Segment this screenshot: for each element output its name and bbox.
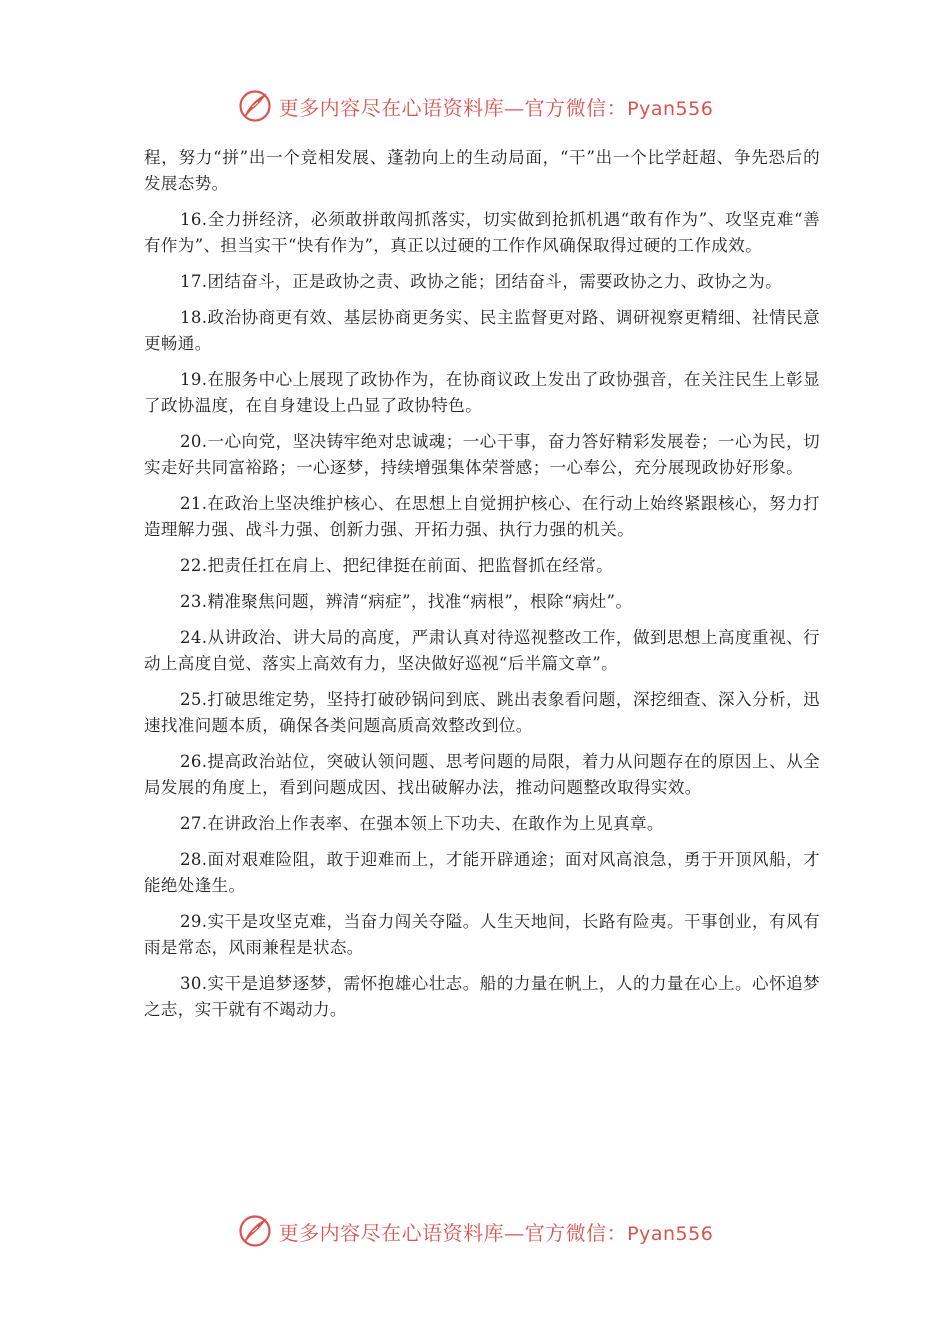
paragraph-17: 17.团结奋斗，正是政协之责、政协之能；团结奋斗，需要政协之力、政协之为。 [180,272,783,291]
document-body [144,145,820,1033]
paragraph-18: 18.政治协商更有效、基层协商更务实、民主监督更对路、调研视察更精细、社情民意更畅通。 [144,308,820,353]
footer-banner-cn: 更多内容尽在心语资料库—官方微信： [278,1220,628,1245]
footer-banner [0,1209,950,1253]
header-banner-id: Pyan556 [627,97,714,120]
footer-banner-id: Pyan556 [627,1222,714,1245]
paragraph-25: 25.打破思维定势，坚持打破砂锅问到底、跳出表象看问题，深挖细查、深入分析，迅速找准问题本质，确保各类问题高质高效整改到位。 [144,690,820,735]
paragraph-21: 21.在政治上坚决维护核心、在思想上自觉拥护核心、在行动上始终紧跟核心，努力打造理解力强、战斗力强、创新力强、开拓力强、执行力强的机关。 [144,494,820,539]
header-banner-text [279,92,714,121]
paragraph-30: 30.实干是追梦逐梦，需怀抱雄心壮志。船的力量在帆上，人的力量在心上。心怀追梦之志，实干就有不竭动力。 [144,974,820,1019]
paragraph-22: 22.把责任扛在肩上、把纪律挺在前面、把监督抓在经常。 [180,556,614,575]
paragraph-continuation: 程，努力“拼”出一个竞相发展、蓬勃向上的生动局面，“干”出一个比学赶超、争先恐后的发展态势。 [144,148,820,193]
paragraph-20: 20.一心向党，坚决铸牢绝对忠诚魂；一心干事，奋力答好精彩发展卷；一心为民，切实走好共同富裕路；一心逐梦，持续增强集体荣誉感；一心奉公，充分展现政协好形象。 [144,432,820,477]
header-banner-cn: 更多内容尽在心语资料库—官方微信： [278,95,628,120]
paragraph-23: 23.精准聚焦问题，辨清“病症”，找准“病根”，根除“病灶”。 [180,592,633,611]
header-banner [0,84,950,128]
footer-banner-text [279,1217,714,1246]
paragraph-26: 26.提高政治站位，突破认领问题、思考问题的局限，着力从问题存在的原因上、从全局发展的角度上，看到问题成因、找出破解办法，推动问题整改取得实效。 [144,752,820,797]
paragraph-27: 27.在讲政治上作表率、在强本领上下功夫、在敢作为上见真章。 [180,814,664,833]
paragraph-19: 19.在服务中心上展现了政协作为，在协商议政上发出了政协强音，在关注民生上彰显了政协温度，在自身建设上凸显了政协特色。 [144,370,820,415]
quill-logo-icon [237,1213,273,1249]
paragraph-28: 28.面对艰难险阻，敢于迎难而上，才能开辟通途；面对风高浪急，勇于开顶风船，才能绝处逢生。 [144,850,820,895]
paragraph-16: 16.全力拼经济，必须敢拼敢闯抓落实，切实做到抢抓机遇“敢有作为”、攻坚克难“善有作为”、担当实干“快有作为”，真正以过硬的工作作风确保取得过硬的工作成效。 [144,210,820,255]
quill-logo-icon [237,88,273,124]
paragraph-29: 29.实干是攻坚克难，当奋力闯关夺隘。人生天地间，长路有险夷。干事创业，有风有雨是常态，风雨兼程是状态。 [144,912,820,957]
paragraph-24: 24.从讲政治、讲大局的高度，严肃认真对待巡视整改工作，做到思想上高度重视、行动上高度自觉、落实上高效有力，坚决做好巡视“后半篇文章”。 [144,628,820,673]
